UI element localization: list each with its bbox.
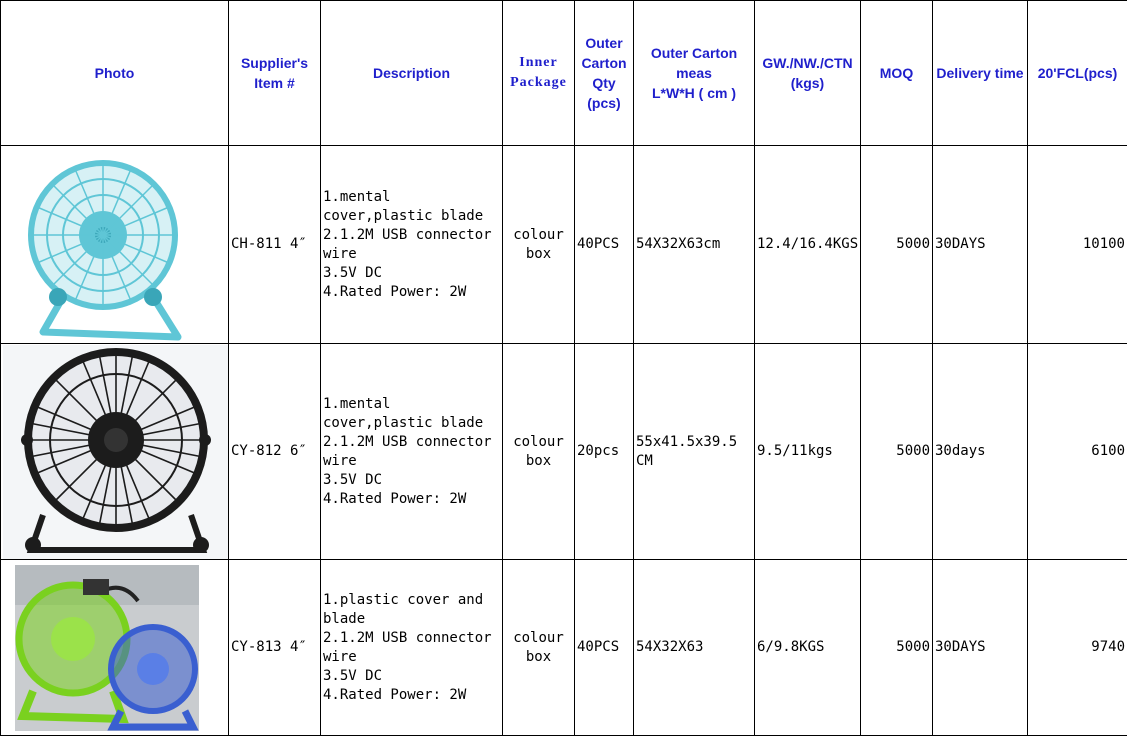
description: 1.mental cover,plastic blade 2.1.2M USB connector wire 3.5V DC 4.Rated Power: 2W: [321, 344, 503, 560]
item-number: CH-811 4″: [229, 146, 321, 344]
weight: 6/9.8KGS: [755, 560, 861, 736]
header-outer-qty: Outer Carton Qty (pcs): [575, 1, 634, 146]
outer-meas: 54X32X63cm: [634, 146, 755, 344]
weight: 12.4/16.4KGS: [755, 146, 861, 344]
header-fcl: 20'FCL(pcs): [1028, 1, 1127, 146]
header-item: Supplier's Item #: [229, 1, 321, 146]
header-delivery: Delivery time: [933, 1, 1028, 146]
weight: 9.5/11kgs: [755, 344, 861, 560]
outer-qty: 40PCS: [575, 146, 634, 344]
table-row: [1, 344, 1127, 560]
inner-package: colour box: [503, 344, 575, 560]
outer-meas: 55x41.5x39.5 CM: [634, 344, 755, 560]
delivery-time: 30days: [933, 344, 1028, 560]
outer-meas: 54X32X63: [634, 560, 755, 736]
description: 1.mental cover,plastic blade 2.1.2M USB connector wire 3.5V DC 4.Rated Power: 2W: [321, 146, 503, 344]
delivery-time: 30DAYS: [933, 146, 1028, 344]
moq: 5000: [861, 560, 933, 736]
header-row: [1, 1, 1127, 146]
black-desk-fan-photo: [1, 344, 229, 560]
outer-qty: 20pcs: [575, 344, 634, 560]
table-row: [1, 146, 1127, 344]
header-photo: Photo: [1, 1, 229, 146]
delivery-time: 30DAYS: [933, 560, 1028, 736]
header-description: Description: [321, 1, 503, 146]
moq: 5000: [861, 146, 933, 344]
outer-qty: 40PCS: [575, 560, 634, 736]
item-number: CY-813 4″: [229, 560, 321, 736]
fcl-qty: 6100: [1028, 344, 1127, 560]
header-outer-meas: Outer Carton meas L*W*H ( cm ): [634, 1, 755, 146]
header-weight: GW./NW./CTN (kgs): [755, 1, 861, 146]
item-number: CY-812 6″: [229, 344, 321, 560]
fcl-qty: 9740: [1028, 560, 1127, 736]
moq: 5000: [861, 344, 933, 560]
green-blue-desk-fans-photo: [1, 560, 229, 736]
description: 1.plastic cover and blade 2.1.2M USB connector wire 3.5V DC 4.Rated Power: 2W: [321, 560, 503, 736]
inner-package: colour box: [503, 560, 575, 736]
teal-desk-fan-photo: [1, 146, 229, 344]
header-moq: MOQ: [861, 1, 933, 146]
table-row: [1, 560, 1127, 736]
fcl-qty: 10100: [1028, 146, 1127, 344]
inner-package: colour box: [503, 146, 575, 344]
header-inner-package: Inner Package: [503, 1, 575, 146]
